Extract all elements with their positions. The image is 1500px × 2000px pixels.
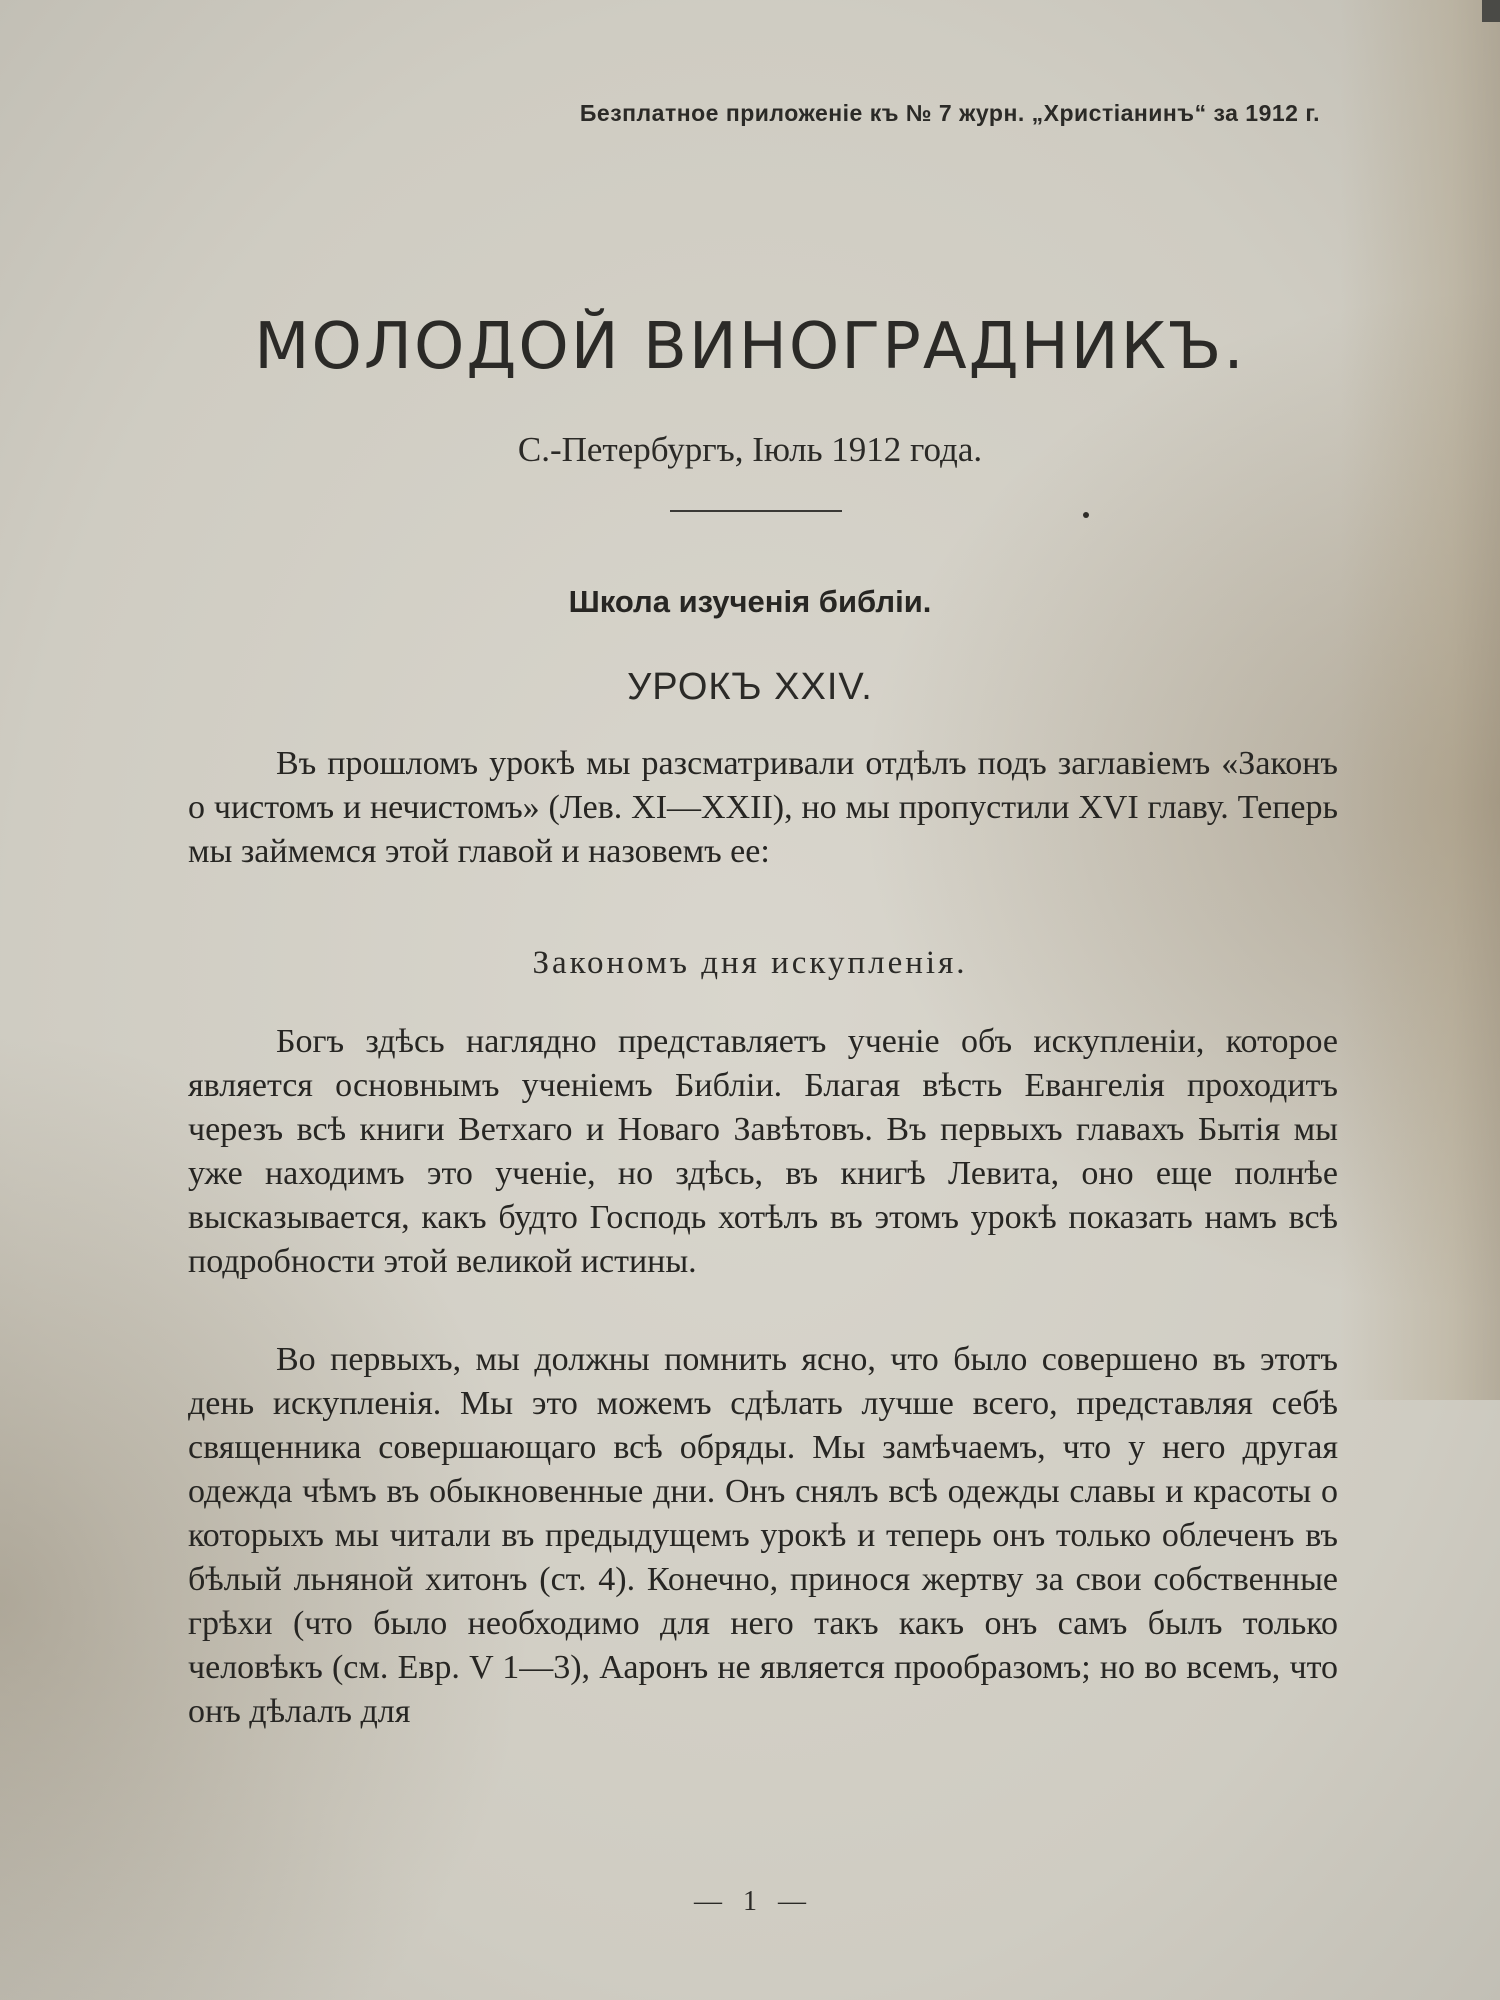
paragraph-priest: Во первыхъ, мы должны помнить ясно, что было совершено въ этотъ день искупленiя. Мы это можемъ сдѣлать лучше всего, представляя себѣ священника совершающаго всѣ обряды. Мы замѣчаемъ, что у него другая одежда чѣмъ въ обыкновенные дни. Онъ снялъ всѣ одежды славы и красоты о которыхъ мы читали въ предыдущемъ урокѣ и теперь онъ только облеченъ въ бѣлый льняной хитонъ (ст. 4). Конечно, принося жертву за свои собственные грѣхи (что было необходимо для него такъ какъ онъ самъ былъ только человѣкъ (см. Евр. V 1—3), Ааронъ не является прообразомъ; но во всемъ, что онъ дѣлалъ для bbox=[188, 1341, 1338, 1730]
supplement-line: Безплатное приложенiе къ № 7 журн. „Христiанинъ“ за 1912 г. bbox=[579, 100, 1320, 126]
page-number: — 1 — bbox=[694, 1886, 806, 1917]
ink-speck bbox=[1083, 512, 1089, 518]
lesson-title: УРОКЪ XXIV. bbox=[627, 666, 873, 708]
section-title: Школа изученiя библiи. bbox=[568, 584, 932, 619]
subheading: Закономъ дня искупленiя. bbox=[532, 945, 968, 981]
masthead-title: МОЛОДОЙ ВИНОГРАДНИКЪ. bbox=[254, 310, 1246, 384]
paragraph-atonement: Богъ здѣсь наглядно представляетъ ученiе объ искупленiи, которое является основнымъ ученiемъ Библiи. Благая вѣсть Евангелiя проходитъ черезъ всѣ книги Ветхаго и Новаго Завѣтовъ. Въ первыхъ главахъ Бытiя мы уже находимъ это ученiе, но здѣсь, въ книгѣ Левита, оно еще полнѣе высказывается, какъ будто Господь хотѣлъ въ этомъ урокѣ показать намъ всѣ подробности этой великой истины. bbox=[188, 1023, 1338, 1280]
place-date-line: С.-Петербургъ, Iюль 1912 года. bbox=[517, 430, 983, 469]
separator-rule bbox=[670, 510, 842, 512]
paragraph-intro: Въ прошломъ урокѣ мы разсматривали отдѣлъ подъ заглавiемъ «Законъ о чистомъ и нечистомъ» (Лев. XI—XXII), но мы пропустили XVI главу. Теперь мы займемся этой главой и назовемъ ее: bbox=[188, 745, 1338, 870]
page-corner bbox=[1482, 0, 1500, 22]
